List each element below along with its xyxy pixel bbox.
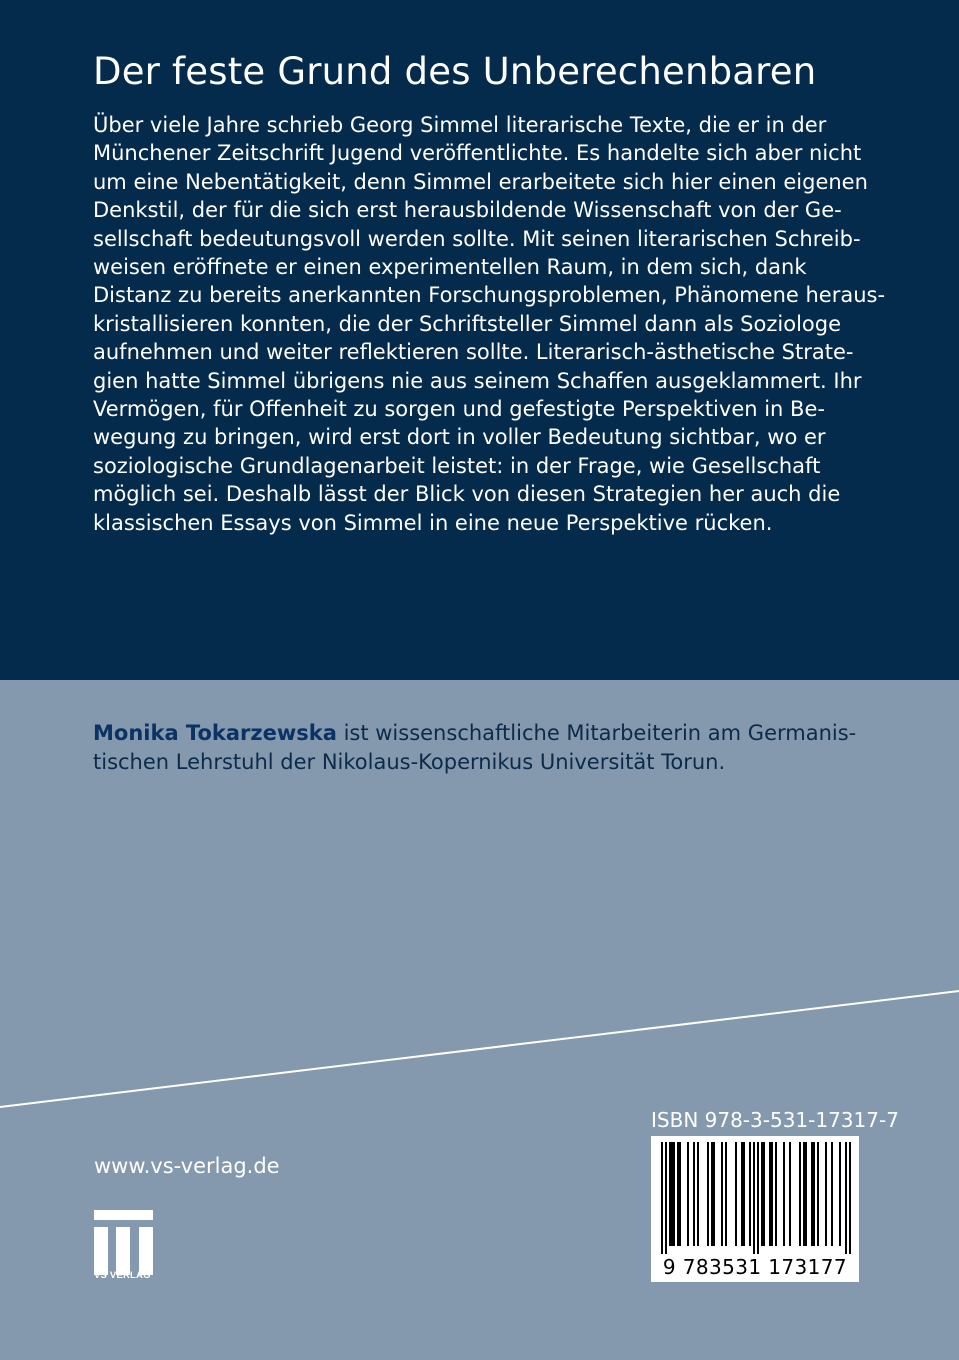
barcode-bar: [803, 1142, 805, 1246]
barcode-bar: [813, 1142, 815, 1246]
book-description: [93, 111, 886, 537]
barcode-bar: [817, 1142, 819, 1246]
barcode-bar: [831, 1142, 833, 1246]
description-line: wegung zu bringen, wird erst dort in voller Bedeutung sichtbar, wo er: [93, 425, 826, 450]
diagonal-divider: [0, 985, 959, 1115]
description-line: kristallisieren konnten, die der Schriftsteller Simmel dann als Soziologe: [93, 311, 842, 336]
logo-label: VS VERLAG: [94, 1270, 151, 1281]
barcode-bar: [811, 1142, 813, 1246]
book-title: Der feste Grund des Unberechenbaren: [93, 50, 817, 93]
barcode-bar: [665, 1142, 667, 1254]
description-line: weisen eröffnete er einen experimentellen Raum, in dem sich, dank: [93, 255, 807, 280]
bio-line: tischen Lehrstuhl der Nikolaus-Kopernikus Universität Torun.: [93, 750, 726, 774]
barcode-bar: [749, 1142, 751, 1246]
barcode-bar: [687, 1142, 689, 1246]
barcode-bar: [669, 1142, 671, 1246]
description-line: um eine Nebentätigkeit, denn Simmel erarbeitete sich hier einen eigenen: [93, 169, 868, 194]
barcode-bar: [725, 1142, 727, 1246]
barcode-bar: [849, 1142, 851, 1254]
bio-line: [93, 719, 883, 748]
barcode-bar: [789, 1142, 791, 1246]
barcode-bar: [713, 1142, 715, 1246]
description-line: Münchener Zeitschrift Jugend veröffentlichte. Es handelte sich aber nicht: [93, 141, 862, 166]
barcode-bar: [771, 1142, 773, 1246]
barcode-bar: [673, 1142, 675, 1246]
barcode-bar: [721, 1142, 723, 1246]
logo-column: [94, 1227, 108, 1275]
barcode-bar: [707, 1142, 709, 1246]
description-line: Denkstil, der für die sich erst herausbildende Wissenschaft von der Ge-: [93, 198, 842, 223]
description-line: möglich sei. Deshalb lässt der Blick von diesen Strategien her auch die: [93, 482, 841, 507]
description-line: aufnehmen und weiter reflektieren sollte. Literarisch-ästhetische Strate-: [93, 340, 854, 365]
barcode-bar: [693, 1142, 695, 1246]
barcode-bar: [743, 1142, 745, 1246]
barcode-bar: [711, 1142, 713, 1246]
description-line: Über viele Jahre schrieb Georg Simmel literarische Texte, die er in der: [93, 113, 827, 137]
barcode-bar: [839, 1142, 841, 1246]
description-line: sellschaft bedeutungsvoll werden sollte. Mit seinen literarischen Schreib-: [93, 226, 861, 251]
barcode-bar: [761, 1142, 763, 1246]
barcode-digits: 9 783531 173177: [662, 1255, 848, 1279]
bio-text: ist wissenschaftliche Mitarbeiterin am Germanis-: [336, 721, 857, 745]
barcode-bar: [661, 1142, 663, 1254]
description-line: klassischen Essays von Simmel in eine neue Perspektive rücken.: [93, 510, 773, 535]
description-line: Vermögen, für Offenheit zu sorgen und gefestigte Perspektiven in Be-: [93, 397, 825, 422]
barcode-bar: [825, 1142, 827, 1246]
barcode-bar: [697, 1142, 699, 1246]
description-line: Distanz zu bereits anerkannten Forschungsproblemen, Phänomene heraus-: [93, 283, 886, 308]
barcode-bar: [741, 1142, 743, 1246]
barcode-bar: [763, 1142, 765, 1246]
author-bio: [93, 719, 883, 777]
isbn-number: ISBN 978-3-531-17317-7: [651, 1108, 899, 1132]
barcode-bar: [783, 1142, 785, 1246]
description-line: soziologische Grundlagenarbeit leistet: in der Frage, wie Gesellschaft: [93, 453, 821, 478]
barcode-bar: [775, 1142, 777, 1246]
description-line: gien hatte Simmel übrigens nie aus seinem Schaffen ausgeklammert. Ihr: [93, 368, 862, 393]
publisher-url: www.vs-verlag.de: [94, 1154, 280, 1178]
barcode-bar: [735, 1142, 737, 1246]
author-name: Monika Tokarzewska: [93, 721, 337, 745]
logo-bar: [94, 1210, 153, 1220]
barcode-bar: [805, 1142, 807, 1246]
barcode-bar: [799, 1142, 801, 1246]
barcode-bar: [757, 1142, 759, 1254]
logo-column: [139, 1227, 153, 1275]
barcode-bar: [677, 1142, 679, 1246]
barcode-bar: [679, 1142, 681, 1246]
barcode-bar: [845, 1142, 847, 1254]
barcode: [651, 1136, 859, 1282]
barcode-bar: [753, 1142, 755, 1254]
barcode-bar: [769, 1142, 771, 1246]
logo-column: [116, 1227, 130, 1275]
barcode-bar: [671, 1142, 673, 1246]
